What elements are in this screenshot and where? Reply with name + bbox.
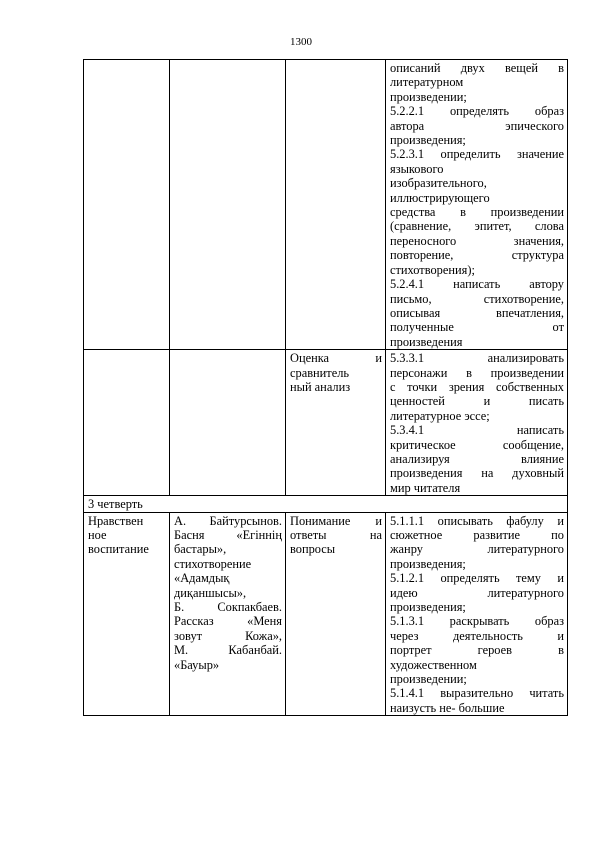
text-line: художественном: [390, 657, 477, 672]
text-line: персонажи в произведении: [390, 365, 564, 380]
page-number: 1300: [290, 36, 312, 48]
text-line: вопросы: [290, 542, 336, 557]
text-line: «Адамдық: [174, 571, 230, 586]
cell-section: [84, 512, 170, 716]
text-line: ный анализ: [290, 379, 351, 394]
text-line: описаний двух вещей в: [390, 61, 564, 75]
text-line: сюжетное развитие по: [390, 528, 564, 542]
text-line: 5.2.4.1 написать автору: [390, 277, 564, 292]
text-line: ценностей и писать: [390, 394, 564, 409]
cell-section: [84, 350, 170, 496]
text-line: (сравнение, эпитет, слова: [390, 219, 564, 234]
text-line: произведения;: [390, 556, 466, 571]
text-line: литературном: [390, 75, 464, 90]
table-row-evaluation: [84, 350, 568, 496]
text-line: 5.2.2.1 определять образ: [390, 104, 564, 119]
text-line: М. Кабанбай.: [174, 643, 282, 658]
cell-section: [84, 60, 170, 350]
cell-objectives: [386, 60, 568, 350]
text-line: ответы на: [290, 528, 382, 542]
text-line: произведении;: [390, 89, 467, 104]
table-row-continuation: [84, 60, 568, 350]
text-line: 5.1.4.1 выразительно читать: [390, 686, 564, 701]
text-line: изобразительного,: [390, 176, 487, 191]
cell-objectives: [386, 512, 568, 716]
text-line: Басня «Егіннің: [174, 528, 282, 542]
text-line: описывая впечатления,: [390, 305, 564, 320]
text-line: зовут Кожа»,: [174, 628, 282, 643]
text-line: А. Байтурсынов.: [174, 513, 282, 528]
text-line: 5.3.3.1 анализировать: [390, 351, 564, 366]
text-line: 5.1.1.1 описывать фабулу и: [390, 513, 564, 528]
text-line: Рассказ «Меня: [174, 614, 282, 629]
text-line: через деятельность и: [390, 628, 564, 643]
text-line: произведения;: [390, 133, 466, 148]
cell-skill: [286, 512, 386, 716]
text-line: критическое сообщение,: [390, 437, 564, 452]
text-line: 5.1.3.1 раскрывать образ: [390, 614, 564, 629]
text-line: 5.2.3.1 определить значение: [390, 147, 564, 162]
text-line: ное: [88, 528, 107, 542]
text-line: с точки зрения собственных: [390, 379, 564, 394]
text-line: идею литературного: [390, 585, 564, 600]
cell-objectives: [386, 350, 568, 496]
text-line: произведении;: [390, 672, 467, 687]
text-line: стихотворение: [174, 556, 252, 571]
text-line: произведения: [390, 334, 463, 349]
text-line: языкового: [390, 161, 444, 176]
text-line: бастары»,: [174, 542, 227, 557]
cell-literature: [170, 60, 286, 350]
text-line: произведения на духовный: [390, 466, 564, 481]
text-line: «Бауыр»: [174, 657, 220, 672]
cell-skill: [286, 60, 386, 350]
text-line: анализируя влияние: [390, 451, 564, 466]
text-line: 5.3.4.1 написать: [390, 423, 564, 438]
cell-skill: [286, 350, 386, 496]
text-line: переносного значения,: [390, 233, 564, 248]
text-line: письмо, стихотворение,: [390, 291, 564, 306]
text-line: Нравствен: [88, 513, 144, 528]
text-line: воспитание: [88, 542, 149, 557]
text-line: иллюстрирующего: [390, 190, 490, 205]
text-line: стихотворения);: [390, 262, 475, 277]
text-line: портрет героев в: [390, 643, 564, 658]
curriculum-table: [83, 59, 568, 716]
text-line: Понимание и: [290, 513, 382, 528]
text-line: средства в произведении: [390, 205, 564, 220]
text-line: диқаншысы»,: [174, 585, 247, 600]
text-line: произведения;: [390, 600, 466, 615]
text-line: Оценка и: [290, 351, 382, 366]
table-row-moral-education: [84, 512, 568, 716]
text-line: сравнитель: [290, 365, 350, 380]
text-line: 5.1.2.1 определять тему и: [390, 571, 564, 586]
quarter-heading: 3 четверть: [84, 496, 568, 512]
text-line: повторение, структура: [390, 248, 564, 263]
text-line: литературное эссе;: [390, 408, 490, 423]
text-line: автора эпического: [390, 118, 564, 133]
table-row-quarter: [84, 496, 568, 512]
text-line: наизусть не- большие: [390, 700, 505, 715]
cell-literature: [170, 512, 286, 716]
text-line: полученные от: [390, 320, 564, 335]
text-line: Б. Сокпакбаев.: [174, 600, 282, 615]
text-line: жанру литературного: [390, 542, 564, 557]
cell-literature: [170, 350, 286, 496]
text-line: мир читателя: [390, 480, 461, 495]
